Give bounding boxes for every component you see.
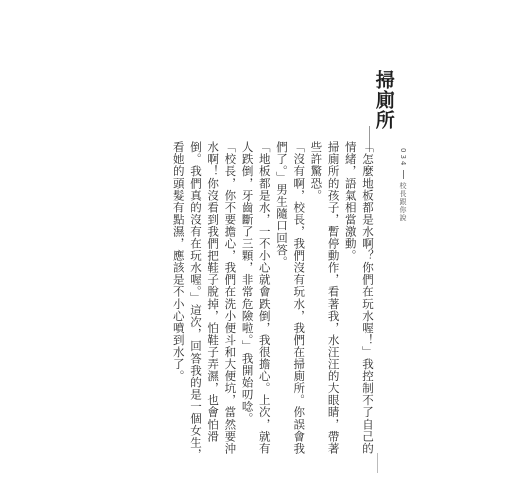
paragraph-1: 「怎麼地板都是水啊？你們在玩水喔！」我控制不了自己的情緒，語氣相當激動。 <box>343 141 375 455</box>
body-text <box>170 141 376 461</box>
book-title: 校長跟你說 <box>399 182 407 223</box>
bottom-rule <box>377 453 378 473</box>
paragraph-2: 掃廁所的孩子，暫停動作，看著我，水汪汪的大眼睛，帶著些許驚恐。 <box>309 141 341 455</box>
paragraph-4: 「地板都是水，一不小心就會跌倒，我很擔心。上次，就有人跌倒，牙齒斷了三顆，非常危險啦。」我開始叨唸。 <box>240 141 272 455</box>
header-divider <box>403 170 404 179</box>
page-number: 034 <box>399 148 407 168</box>
paragraph-5: 「校長，你不要擔心，我們在洗小便斗和大便坑，當然要沖水啊！你沒看到我們把鞋子脫掉，怕鞋子弄濕，也會怕滑倒。我們真的沒有在玩水喔。」這次，回答我的是一個女生，看她的頭髮有點濕，應該是不小心噴到水了。 <box>171 141 238 461</box>
paragraph-3: 「沒有啊，校長，我們沒有玩水，我們在掃廁所。你誤會我們了。」男生隨口回答。 <box>274 141 307 455</box>
chapter-title: 掃廁所 <box>372 70 395 130</box>
running-header <box>398 148 408 222</box>
